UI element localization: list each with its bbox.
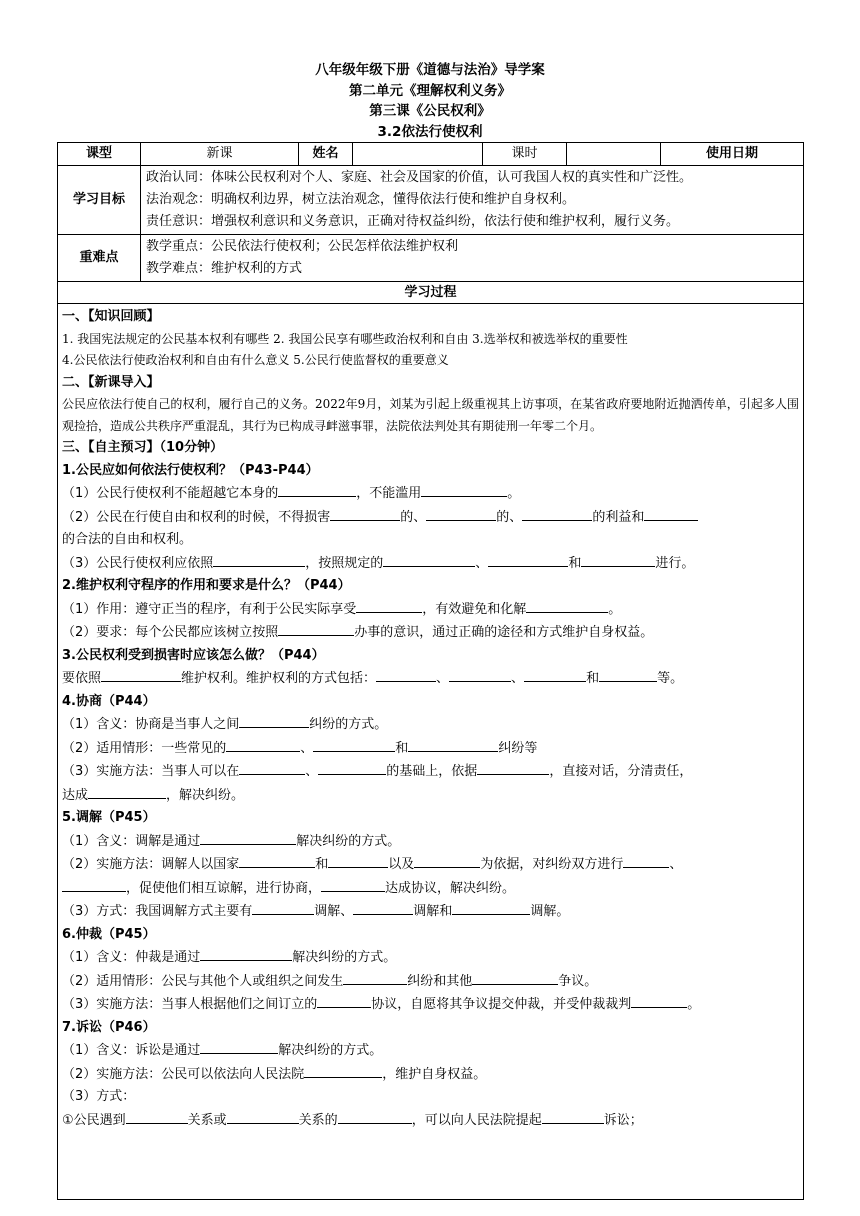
q6-title: 6.仲裁（P45）	[62, 926, 156, 942]
name-label: 姓名	[299, 143, 353, 166]
fill-blank[interactable]	[239, 853, 315, 868]
intro-heading: 二、【新课导入】	[62, 374, 160, 390]
q1-answer-2: （2）公民在行使自由和权利的时候，不得损害 的、 的、 的利益和	[62, 506, 799, 530]
q7-answer-2: （2）实施方法：公民可以依法向人民法院 ，维护自身权益。	[62, 1063, 799, 1087]
date-label: 使用日期	[661, 143, 804, 166]
fill-blank[interactable]	[488, 552, 568, 567]
q5-answer-2b: ，促使他们相互谅解，进行协商， 达成协议，解决纠纷。	[62, 877, 799, 901]
goal-political: 政治认同：体味公民权利对个人、家庭、社会及国家的价值，认可我国人权的真实性和广泛性。	[146, 169, 693, 185]
fill-blank[interactable]	[338, 1109, 412, 1124]
fill-blank[interactable]	[313, 737, 395, 752]
period-field[interactable]	[567, 143, 661, 166]
q7-answer-1: （1）含义：诉讼是通过 解决纠纷的方式。	[62, 1039, 799, 1063]
fill-blank[interactable]	[623, 853, 669, 868]
fill-blank[interactable]	[239, 760, 305, 775]
fill-blank[interactable]	[452, 900, 530, 915]
fill-blank[interactable]	[631, 993, 687, 1008]
fill-blank[interactable]	[321, 877, 385, 892]
q7-answer-3: （3）方式：	[62, 1089, 136, 1104]
fill-blank[interactable]	[383, 552, 475, 567]
fill-blank[interactable]	[542, 1109, 604, 1124]
fill-blank[interactable]	[126, 1109, 188, 1124]
fill-blank[interactable]	[318, 760, 386, 775]
q4-answer-1: （1）含义：协商是当事人之间 纠纷的方式。	[62, 713, 799, 737]
process-content	[58, 304, 804, 1200]
q6-answer-3: （3）实施方法：当事人根据他们之间订立的 协议，自愿将其争议提交仲裁，并受仲裁裁判 。	[62, 993, 799, 1017]
header-titles	[57, 60, 803, 142]
q1-title: 1.公民应如何依法行使权利？（P43-P44）	[62, 462, 319, 478]
fill-blank[interactable]	[581, 552, 655, 567]
goal-legal: 法治观念：明确权利边界，树立法治观念，懂得依法行使和维护自身权利。	[146, 191, 576, 207]
unit-title: 第二单元《理解权利义务》	[349, 82, 511, 99]
q5-answer-2: （2）实施方法：调解人以国家 和 以及 为依据，对纠纷双方进行 、	[62, 853, 799, 877]
fill-blank[interactable]	[278, 621, 354, 636]
fill-blank[interactable]	[343, 970, 407, 985]
fill-blank[interactable]	[522, 506, 592, 521]
fill-blank[interactable]	[644, 506, 698, 521]
course-type-label: 课型	[58, 143, 141, 166]
course-type-value: 新课	[141, 143, 299, 166]
review-line: 4.公民依法行使政治权利和自由有什么意义 5.公民行使监督权的重要意义	[62, 353, 449, 367]
goals-label: 学习目标	[58, 165, 141, 234]
grade-title: 八年级年级下册《道德与法治》导学案	[315, 62, 545, 78]
name-field[interactable]	[353, 143, 483, 166]
fill-blank[interactable]	[101, 667, 181, 682]
fill-blank[interactable]	[599, 667, 657, 682]
q4-answer-2: （2）适用情形：一些常见的 、 和 纠纷等	[62, 737, 799, 761]
q1-answer-2b: 的合法的自由和权利。	[62, 532, 193, 547]
fill-blank[interactable]	[317, 993, 371, 1008]
fill-blank[interactable]	[477, 760, 549, 775]
teaching-difficulty: 教学难点：维护权利的方式	[146, 260, 303, 276]
worksheet-table	[57, 142, 804, 1200]
fill-blank[interactable]	[524, 667, 586, 682]
q4-answer-3b: 达成 ，解决纠纷。	[62, 784, 799, 808]
period-label: 课时	[483, 143, 567, 166]
fill-blank[interactable]	[200, 830, 296, 845]
fill-blank[interactable]	[356, 598, 422, 613]
q5-answer-1: （1）含义：调解是通过 解决纠纷的方式。	[62, 830, 799, 854]
fill-blank[interactable]	[226, 737, 300, 752]
lesson-title: 第三课《公民权利》	[369, 103, 491, 119]
q5-title: 5.调解（P45）	[62, 810, 156, 825]
q2-answer-2: （2）要求：每个公民都应该树立按照 办事的意识，通过正确的途径和方式维护自身权益。	[62, 621, 799, 645]
fill-blank[interactable]	[252, 900, 314, 915]
fill-blank[interactable]	[200, 1039, 278, 1054]
review-line: 1. 我国宪法规定的公民基本权利有哪些 2. 我国公民享有哪些政治权利和自由 3.选举权和被选举权的重要性	[62, 331, 628, 346]
fill-blank[interactable]	[408, 737, 498, 752]
q6-answer-2: （2）适用情形：公民与其他个人或组织之间发生 纠纷和其他 争议。	[62, 970, 799, 994]
q2-answer-1: （1）作用：遵守正当的程序，有利于公民实际享受 ，有效避免和化解 。	[62, 598, 799, 622]
fill-blank[interactable]	[376, 667, 436, 682]
fill-blank[interactable]	[213, 552, 305, 567]
q4-title: 4.协商（P44）	[62, 693, 156, 709]
fill-blank[interactable]	[426, 506, 496, 521]
fill-blank[interactable]	[304, 1063, 382, 1078]
goal-responsibility: 责任意识：增强权利意识和义务意识，正确对待权益纠纷，依法行使和维护权利，履行义务。	[146, 213, 680, 229]
goals-content	[141, 165, 804, 234]
q3-answer-1: 要依照 维护权利。维护权利的方式包括： 、 、 和 等。	[62, 667, 799, 691]
fill-blank[interactable]	[328, 853, 388, 868]
fill-blank[interactable]	[330, 506, 400, 521]
fill-blank[interactable]	[88, 784, 166, 799]
q3-title: 3.公民权利受到损害时应该怎么做？（P44）	[62, 647, 325, 663]
section-title: 3.2依法行使权利	[377, 123, 483, 140]
key-points-label: 重难点	[58, 234, 141, 281]
preview-heading: 三、【自主预习】（10分钟）	[62, 440, 224, 455]
fill-blank[interactable]	[227, 1109, 299, 1124]
q7-title: 7.诉讼（P46）	[62, 1019, 156, 1035]
q2-title: 2.维护权利守程序的作用和要求是什么？（P44）	[62, 578, 351, 593]
fill-blank[interactable]	[421, 482, 507, 497]
worksheet-page	[57, 60, 803, 1200]
fill-blank[interactable]	[414, 853, 480, 868]
q1-answer-3: （3）公民行使权利应依照 ，按照规定的 、 和 进行。	[62, 552, 799, 576]
fill-blank[interactable]	[353, 900, 413, 915]
q7-answer-4: ①公民遇到 关系或 关系的 ，可以向人民法院提起 诉讼；	[62, 1109, 799, 1133]
teaching-focus: 教学重点：公民依法行使权利；公民怎样依法维护权利	[146, 238, 459, 254]
fill-blank[interactable]	[472, 970, 558, 985]
fill-blank[interactable]	[200, 946, 292, 961]
fill-blank[interactable]	[526, 598, 608, 613]
fill-blank[interactable]	[278, 482, 356, 497]
q1-answer-1: （1）公民行使权利不能超越它本身的 ，不能滥用 。	[62, 482, 799, 506]
intro-text: 公民应依法行使自己的权利，履行自己的义务。2022年9月，刘某为引起上级重视其上访事项，在某省政府要地附近抛洒传单，引起多人围观捡拾，造成公共秩序严重混乱，其行为已构成寻衅滋事罪，法院依法判处其有期徒刑一年零二个月。	[62, 397, 800, 433]
fill-blank[interactable]	[449, 667, 511, 682]
review-heading: 一、【知识回顾】	[62, 309, 160, 324]
q4-answer-3: （3）实施方法：当事人可以在 、 的基础上，依据 ，直接对话，分清责任，	[62, 760, 799, 784]
fill-blank[interactable]	[239, 713, 309, 728]
q5-answer-3: （3）方式：我国调解方式主要有 调解、 调解和 调解。	[62, 900, 799, 924]
fill-blank[interactable]	[62, 877, 126, 892]
q6-answer-1: （1）含义：仲裁是通过 解决纠纷的方式。	[62, 946, 799, 970]
key-points-content	[141, 234, 804, 281]
process-title: 学习过程	[58, 281, 804, 304]
